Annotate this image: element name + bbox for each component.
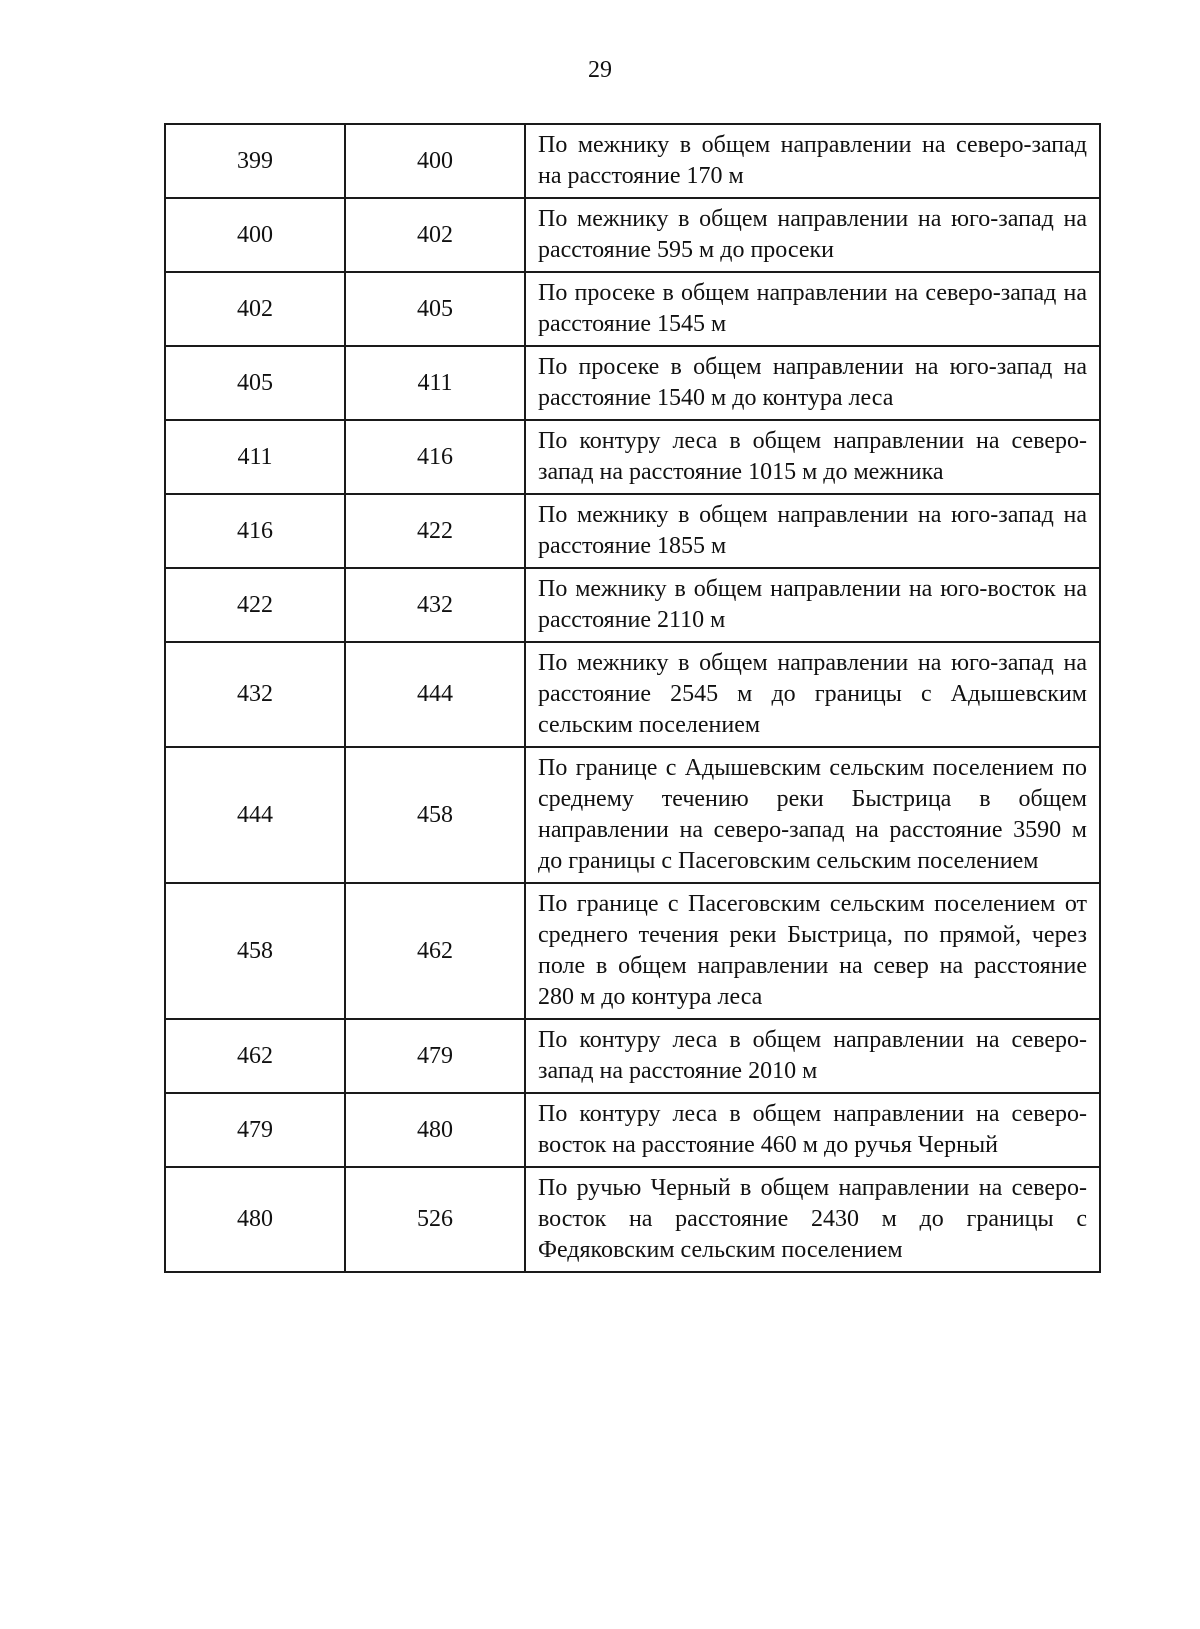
to-point-cell: 432 xyxy=(345,568,525,642)
to-point-cell: 479 xyxy=(345,1019,525,1093)
to-point-cell: 405 xyxy=(345,272,525,346)
description-cell: По контуру леса в общем направлении на северо-запад на расстояние 1015 м до межника xyxy=(525,420,1100,494)
table-row xyxy=(165,124,1100,198)
from-point-cell: 400 xyxy=(165,198,345,272)
to-point-cell: 526 xyxy=(345,1167,525,1272)
table-row xyxy=(165,1167,1100,1272)
description-cell: По границе с Пасеговским сельским поселением от среднего течения реки Быстрица, по прямой, через поле в общем направлении на север на расстояние 280 м до контура леса xyxy=(525,883,1100,1019)
description-cell: По межнику в общем направлении на юго-запад на расстояние 2545 м до границы с Адышевским сельским поселением xyxy=(525,642,1100,747)
from-point-cell: 402 xyxy=(165,272,345,346)
table-row xyxy=(165,642,1100,747)
to-point-cell: 416 xyxy=(345,420,525,494)
boundary-description-table xyxy=(164,123,1101,1273)
table-row xyxy=(165,747,1100,883)
table-row xyxy=(165,346,1100,420)
to-point-cell: 402 xyxy=(345,198,525,272)
from-point-cell: 432 xyxy=(165,642,345,747)
table-row xyxy=(165,272,1100,346)
to-point-cell: 444 xyxy=(345,642,525,747)
from-point-cell: 444 xyxy=(165,747,345,883)
table-row xyxy=(165,568,1100,642)
from-point-cell: 416 xyxy=(165,494,345,568)
table-row xyxy=(165,198,1100,272)
table-row xyxy=(165,494,1100,568)
description-cell: По просеке в общем направлении на юго-запад на расстояние 1540 м до контура леса xyxy=(525,346,1100,420)
page-number: 29 xyxy=(588,57,612,83)
description-cell: По ручью Черный в общем направлении на северо-восток на расстояние 2430 м до границы с Федяковским сельским поселением xyxy=(525,1167,1100,1272)
table-row xyxy=(165,1093,1100,1167)
to-point-cell: 480 xyxy=(345,1093,525,1167)
table-row xyxy=(165,420,1100,494)
table-row xyxy=(165,883,1100,1019)
to-point-cell: 462 xyxy=(345,883,525,1019)
description-cell: По межнику в общем направлении на северо-запад на расстояние 170 м xyxy=(525,124,1100,198)
description-cell: По межнику в общем направлении на юго-восток на расстояние 2110 м xyxy=(525,568,1100,642)
to-point-cell: 458 xyxy=(345,747,525,883)
from-point-cell: 480 xyxy=(165,1167,345,1272)
description-cell: По просеке в общем направлении на северо-запад на расстояние 1545 м xyxy=(525,272,1100,346)
to-point-cell: 422 xyxy=(345,494,525,568)
from-point-cell: 399 xyxy=(165,124,345,198)
description-cell: По межнику в общем направлении на юго-запад на расстояние 1855 м xyxy=(525,494,1100,568)
from-point-cell: 405 xyxy=(165,346,345,420)
to-point-cell: 411 xyxy=(345,346,525,420)
from-point-cell: 462 xyxy=(165,1019,345,1093)
from-point-cell: 422 xyxy=(165,568,345,642)
from-point-cell: 479 xyxy=(165,1093,345,1167)
to-point-cell: 400 xyxy=(345,124,525,198)
description-cell: По межнику в общем направлении на юго-запад на расстояние 595 м до просеки xyxy=(525,198,1100,272)
from-point-cell: 458 xyxy=(165,883,345,1019)
description-cell: По границе с Адышевским сельским поселением по среднему течению реки Быстрица в общем направлении на северо-запад на расстояние 3590 м до границы с Пасеговским сельским поселением xyxy=(525,747,1100,883)
from-point-cell: 411 xyxy=(165,420,345,494)
description-cell: По контуру леса в общем направлении на северо-запад на расстояние 2010 м xyxy=(525,1019,1100,1093)
table-row xyxy=(165,1019,1100,1093)
description-cell: По контуру леса в общем направлении на северо-восток на расстояние 460 м до ручья Черный xyxy=(525,1093,1100,1167)
